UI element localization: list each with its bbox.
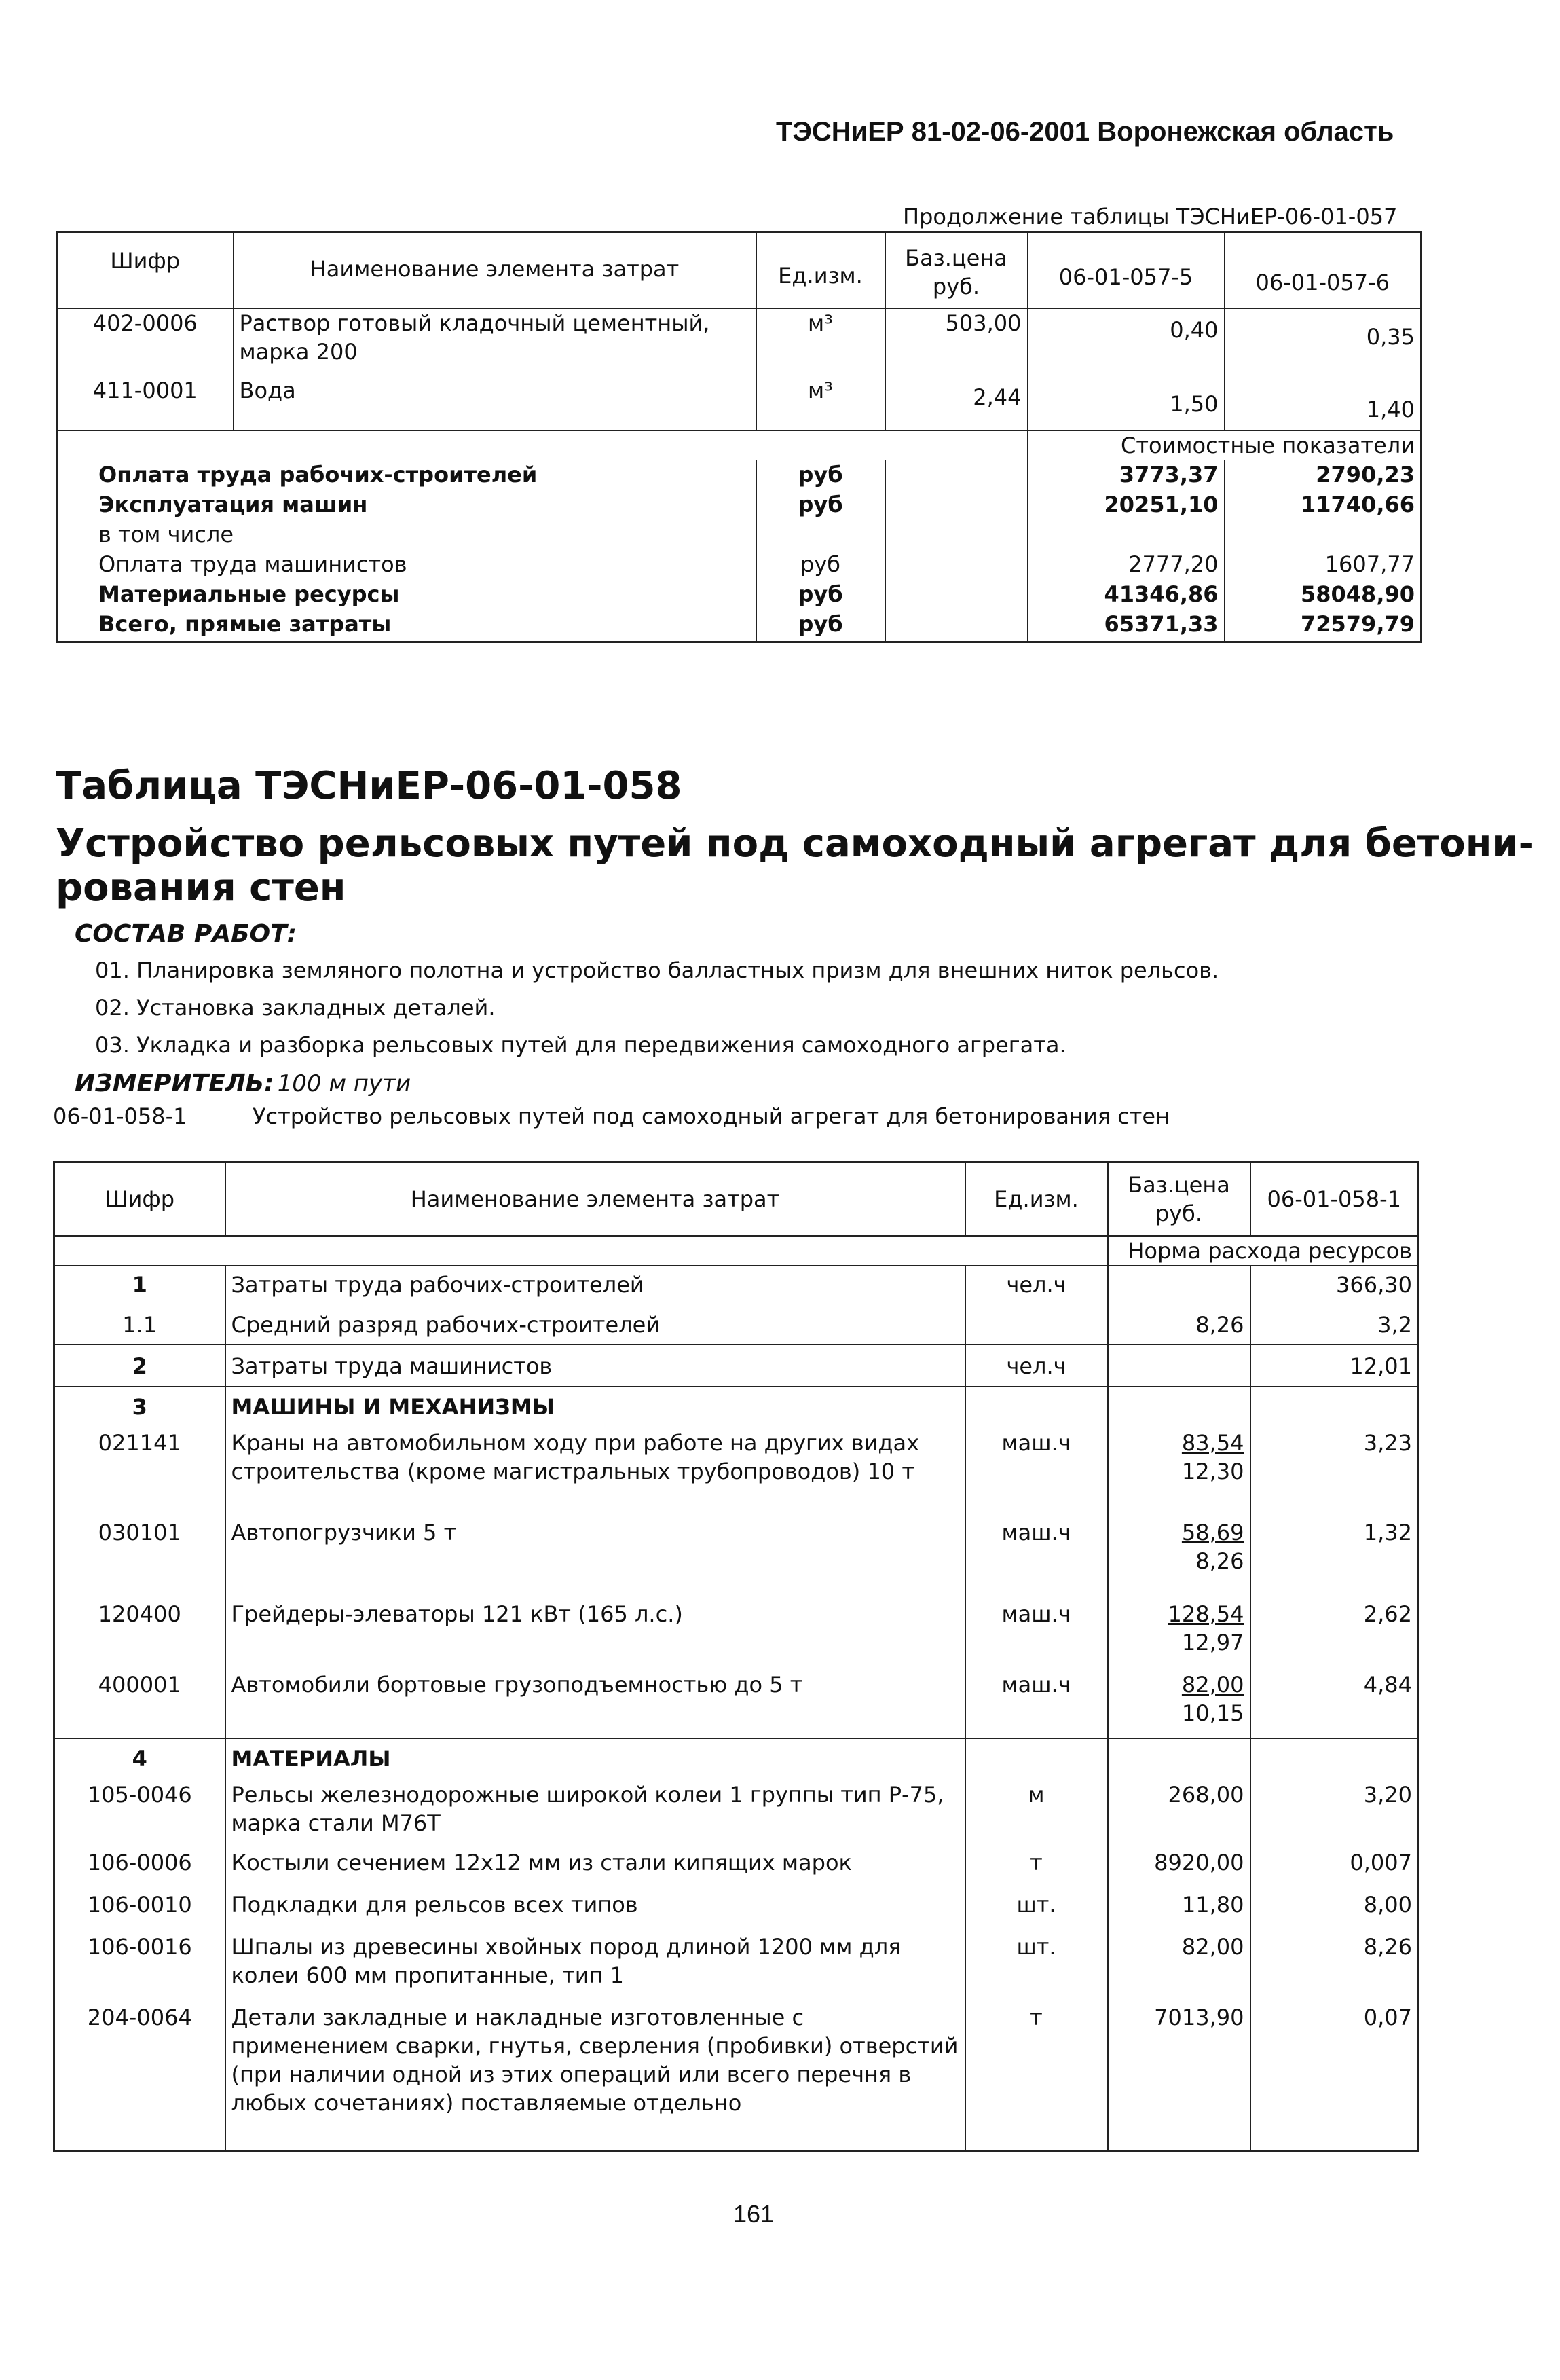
table-row (54, 1518, 1419, 1600)
row-code: 4 (54, 1738, 225, 1780)
row-value-057-6: 0,35 (1225, 308, 1422, 376)
summary-value-057-6: 72579,79 (1225, 610, 1422, 642)
row-value: 3,2 (1250, 1305, 1419, 1344)
row-price-wage: 12,97 (1181, 1629, 1244, 1655)
summary-unit: руб (756, 490, 885, 520)
row-unit: маш.ч (965, 1518, 1108, 1600)
row-value-057-6: 1,40 (1225, 376, 1422, 431)
row-code: 106-0016 (87, 1933, 192, 1960)
rate-code: 06-01-058-1 (53, 1103, 187, 1129)
col-header-unit: Ед.изм. (756, 232, 885, 308)
summary-row (57, 550, 1422, 580)
row-value: 366,30 (1250, 1266, 1419, 1305)
work-item: 03. Укладка и разборка рельсовых путей для передвижения самоходного агрегата. (95, 1032, 1066, 1058)
summary-name: в том числе (98, 521, 234, 547)
row-name: Автомобили бортовые грузоподъемностью до 5 т (225, 1670, 965, 1738)
row-price (1108, 1600, 1250, 1670)
resource-table-058 (53, 1161, 1419, 2152)
table-title: Таблица ТЭСНиЕР-06-01-058 (56, 764, 682, 808)
cost-indicators-label: Стоимостные показатели (1028, 431, 1422, 460)
row-price-wage: 10,15 (1181, 1700, 1244, 1726)
rate-description: Устройство рельсовых путей под самоходный агрегат для бетонирования стен (253, 1103, 1170, 1129)
row-name: Раствор готовый кладочный цементный, марка 200 (234, 308, 756, 376)
row-code: 106-0010 (87, 1891, 192, 1918)
table-row (54, 1890, 1419, 1933)
row-code: 105-0046 (87, 1781, 192, 1808)
row-name: Костыли сечением 12х12 мм из стали кипящих марок (225, 1848, 965, 1890)
row-value: 3,20 (1250, 1780, 1419, 1848)
row-code: 120400 (98, 1600, 181, 1627)
row-unit: чел.ч (965, 1266, 1108, 1305)
summary-unit: руб (756, 460, 885, 490)
table-row (54, 2003, 1419, 2151)
summary-name: Всего, прямые затраты (98, 610, 392, 637)
row-value: 8,26 (1250, 1933, 1419, 2003)
row-price-wage: 8,26 (1195, 1548, 1244, 1574)
summary-unit: руб (756, 580, 885, 610)
meter-label: ИЗМЕРИТЕЛЬ: (75, 1069, 274, 1097)
summary-unit: руб (756, 550, 885, 580)
summary-value-057-6: 58048,90 (1225, 580, 1422, 610)
table-row (54, 1387, 1419, 1429)
meter-line (75, 1069, 411, 1097)
row-name: Затраты труда машинистов (225, 1344, 965, 1387)
table-row (54, 1780, 1419, 1848)
row-price (1108, 1429, 1250, 1518)
works-label: СОСТАВ РАБОТ: (75, 920, 297, 948)
summary-name: Материальные ресурсы (98, 581, 400, 607)
row-code: 3 (54, 1387, 225, 1429)
row-unit: м³ (756, 376, 885, 431)
row-name: МАТЕРИАЛЫ (225, 1738, 965, 1780)
row-price-value: 128,54 (1168, 1600, 1244, 1627)
col-header-057-6: 06-01-057-6 (1225, 232, 1422, 308)
row-price: 8,26 (1108, 1305, 1250, 1344)
row-value: 4,84 (1250, 1670, 1419, 1738)
row-code: 030101 (98, 1519, 181, 1545)
table-row (54, 1429, 1419, 1518)
table-row (54, 1344, 1419, 1387)
summary-value-057-5: 20251,10 (1028, 490, 1225, 520)
row-unit: маш.ч (965, 1429, 1108, 1518)
page-number: 161 (733, 2200, 775, 2228)
table-row (54, 1266, 1419, 1305)
summary-value-057-6: 11740,66 (1225, 490, 1422, 520)
table-row (57, 376, 1422, 431)
row-name: Краны на автомобильном ходу при работе на других видах строительства (кроме магистральных трубопроводов) 10 т (225, 1429, 965, 1518)
col-header-name: Наименование элемента затрат (225, 1162, 965, 1236)
table-row (54, 1933, 1419, 2003)
summary-value-057-6: 2790,23 (1225, 460, 1422, 490)
summary-row (57, 610, 1422, 642)
row-price (1108, 1518, 1250, 1600)
row-value-057-5: 0,40 (1028, 308, 1225, 376)
summary-name: Оплата труда машинистов (98, 551, 407, 577)
row-price: 11,80 (1108, 1890, 1250, 1933)
table-row (54, 1670, 1419, 1738)
row-code: 2 (54, 1344, 225, 1387)
row-name: Затраты труда рабочих-строителей (225, 1266, 965, 1305)
row-name: Подкладки для рельсов всех типов (225, 1890, 965, 1933)
summary-row (57, 460, 1422, 490)
row-price: 8920,00 (1108, 1848, 1250, 1890)
summary-name: Эксплуатация машин (98, 491, 368, 517)
summary-row (57, 490, 1422, 520)
summary-name: Оплата труда рабочих-строителей (98, 461, 538, 488)
document-header: ТЭСНиЕР 81-02-06-2001 Воронежская область (776, 117, 1394, 147)
row-name: МАШИНЫ И МЕХАНИЗМЫ (225, 1387, 965, 1429)
summary-unit: руб (756, 610, 885, 642)
norm-label: Норма расхода ресурсов (1108, 1236, 1419, 1266)
row-unit: м³ (756, 308, 885, 376)
row-value: 12,01 (1250, 1344, 1419, 1387)
row-price: 268,00 (1108, 1780, 1250, 1848)
row-price: 7013,90 (1108, 2003, 1250, 2151)
row-code: 204-0064 (87, 2004, 192, 2030)
row-value: 0,007 (1250, 1848, 1419, 1890)
row-unit: т (965, 1848, 1108, 1890)
row-value-057-5: 1,50 (1028, 376, 1225, 431)
section-subtitle-line1: Устройство рельсовых путей под самоходный агрегат для бетони- (56, 822, 1534, 866)
summary-row (57, 580, 1422, 610)
row-code: 1 (54, 1266, 225, 1305)
row-code: 411-0001 (92, 377, 198, 403)
col-header-name: Наименование элемента затрат (234, 232, 756, 308)
row-value: 0,07 (1250, 2003, 1419, 2151)
row-name: Вода (234, 376, 756, 431)
row-price-value: 83,54 (1181, 1429, 1244, 1456)
col-header-unit: Ед.изм. (965, 1162, 1108, 1236)
row-code: 106-0006 (87, 1849, 192, 1875)
row-unit: т (965, 2003, 1108, 2151)
row-unit: м (965, 1780, 1108, 1848)
summary-value-057-6: 1607,77 (1225, 550, 1422, 580)
row-value: 8,00 (1250, 1890, 1419, 1933)
row-name: Грейдеры-элеваторы 121 кВт (165 л.с.) (225, 1600, 965, 1670)
meter-value: 100 м пути (277, 1070, 411, 1097)
summary-value-057-5: 41346,86 (1028, 580, 1225, 610)
row-name: Детали закладные и накладные изготовленные с применением сварки, гнутья, сверления (пробивки) отверстий (при наличии одной из этих операций или всего перечня в любых сочетаниях) поставляемые отдельно (225, 2003, 965, 2151)
table-row (54, 1848, 1419, 1890)
row-price: 2,44 (885, 376, 1028, 431)
row-code: 021141 (98, 1429, 181, 1456)
row-unit: шт. (965, 1890, 1108, 1933)
row-name: Шпалы из древесины хвойных пород длиной 1200 мм для колеи 600 мм пропитанные, тип 1 (225, 1933, 965, 2003)
col-header-057-5: 06-01-057-5 (1028, 232, 1225, 308)
row-value: 3,23 (1250, 1429, 1419, 1518)
col-header-price: Баз.цена руб. (1108, 1162, 1250, 1236)
table-row (54, 1305, 1419, 1344)
row-price-wage: 12,30 (1181, 1458, 1244, 1484)
row-price-value: 58,69 (1181, 1519, 1244, 1545)
col-header-code: Шифр (54, 1162, 225, 1236)
row-code: 400001 (98, 1671, 181, 1698)
row-unit: маш.ч (965, 1600, 1108, 1670)
row-value: 1,32 (1250, 1518, 1419, 1600)
row-code: 402-0006 (92, 310, 198, 336)
summary-row (57, 520, 1422, 550)
row-name: Автопогрузчики 5 т (225, 1518, 965, 1600)
summary-value-057-5: 2777,20 (1028, 550, 1225, 580)
table-row (54, 1738, 1419, 1780)
row-price: 503,00 (885, 308, 1028, 376)
summary-value-057-5: 65371,33 (1028, 610, 1225, 642)
row-value: 2,62 (1250, 1600, 1419, 1670)
table-continuation-label: Продолжение таблицы ТЭСНиЕР-06-01-057 (903, 204, 1398, 230)
table-row (57, 308, 1422, 376)
row-price-value: 82,00 (1181, 1671, 1244, 1698)
summary-value-057-5: 3773,37 (1028, 460, 1225, 490)
col-header-code: Шифр (57, 232, 234, 308)
row-code: 1.1 (122, 1311, 157, 1338)
row-unit: шт. (965, 1933, 1108, 2003)
row-price: 82,00 (1108, 1933, 1250, 2003)
row-price (1108, 1670, 1250, 1738)
row-name: Средний разряд рабочих-строителей (225, 1305, 965, 1344)
col-header-058-1: 06-01-058-1 (1250, 1162, 1419, 1236)
row-unit: чел.ч (965, 1344, 1108, 1387)
row-name: Рельсы железнодорожные широкой колеи 1 группы тип Р-75, марка стали М76Т (225, 1780, 965, 1848)
row-unit: маш.ч (965, 1670, 1108, 1738)
work-item: 02. Установка закладных деталей. (95, 995, 496, 1021)
section-subtitle-line2: рования стен (56, 866, 346, 910)
work-item: 01. Планировка земляного полотна и устройство балластных призм для внешних ниток рельсов. (95, 957, 1219, 983)
table-row (54, 1600, 1419, 1670)
resource-table-057 (56, 231, 1422, 643)
col-header-price: Баз.цена руб. (885, 232, 1028, 308)
